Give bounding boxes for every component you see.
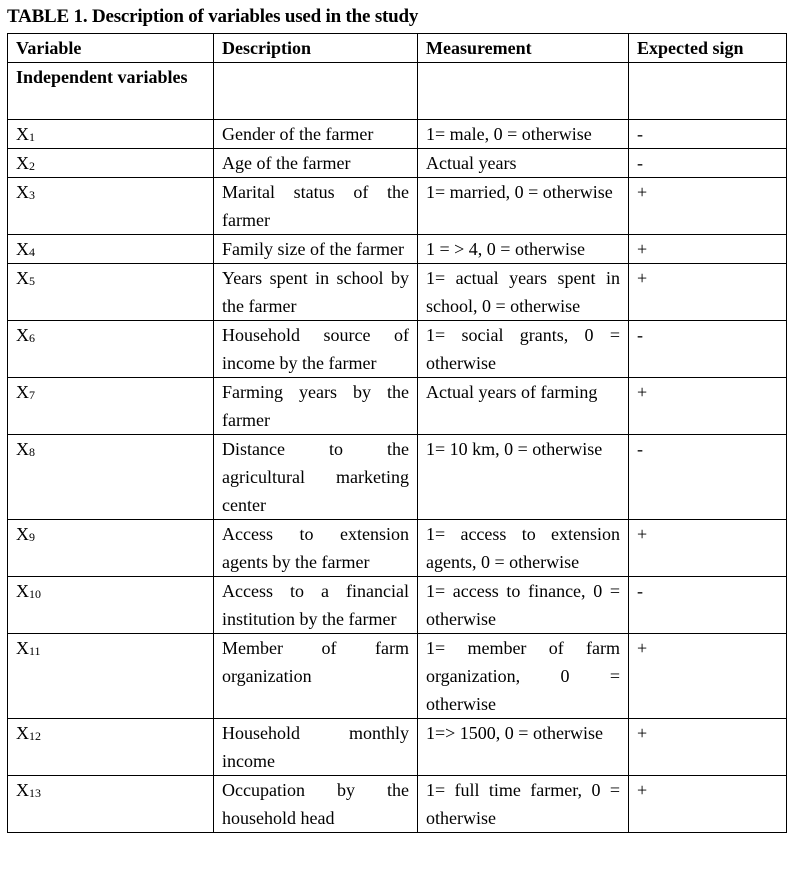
variable-cell bbox=[8, 719, 214, 776]
measurement-cell: 1= access to finance, 0 = otherwise bbox=[418, 577, 629, 634]
description-cell: Member of farm organization bbox=[214, 634, 418, 719]
variable-subscript: 13 bbox=[29, 786, 41, 800]
variable-subscript: 7 bbox=[29, 388, 35, 402]
variable-cell bbox=[8, 577, 214, 634]
table-row bbox=[8, 520, 787, 577]
measurement-cell: 1= access to extension agents, 0 = otherwise bbox=[418, 520, 629, 577]
variable-subscript: 3 bbox=[29, 188, 35, 202]
empty-cell bbox=[629, 63, 787, 120]
expected-sign-cell: + bbox=[629, 264, 787, 321]
variable-cell bbox=[8, 378, 214, 435]
variable-name: X bbox=[16, 524, 29, 544]
expected-sign-cell: - bbox=[629, 435, 787, 520]
variable-subscript: 8 bbox=[29, 445, 35, 459]
expected-sign-cell: + bbox=[629, 178, 787, 235]
table-row bbox=[8, 378, 787, 435]
expected-sign-cell: + bbox=[629, 520, 787, 577]
variable-subscript: 2 bbox=[29, 159, 35, 173]
header-row bbox=[8, 34, 787, 63]
measurement-cell: 1= 10 km, 0 = otherwise bbox=[418, 435, 629, 520]
measurement-cell: 1= full time farmer, 0 = otherwise bbox=[418, 776, 629, 833]
measurement-cell: 1=> 1500, 0 = otherwise bbox=[418, 719, 629, 776]
variable-cell bbox=[8, 149, 214, 178]
expected-sign-cell: - bbox=[629, 321, 787, 378]
table-row bbox=[8, 120, 787, 149]
header-variable: Variable bbox=[8, 34, 214, 63]
variable-name: X bbox=[16, 723, 29, 743]
header-description: Description bbox=[214, 34, 418, 63]
variable-cell bbox=[8, 120, 214, 149]
variable-name: X bbox=[16, 382, 29, 402]
description-cell: Distance to the agricultural marketing center bbox=[214, 435, 418, 520]
description-cell: Family size of the farmer bbox=[214, 235, 418, 264]
section-label: Independent variables bbox=[8, 63, 214, 120]
measurement-cell: Actual years bbox=[418, 149, 629, 178]
variable-cell bbox=[8, 520, 214, 577]
description-cell: Gender of the farmer bbox=[214, 120, 418, 149]
variable-name: X bbox=[16, 581, 29, 601]
variable-name: X bbox=[16, 153, 29, 173]
variable-cell bbox=[8, 264, 214, 321]
variable-subscript: 10 bbox=[29, 587, 41, 601]
expected-sign-cell: - bbox=[629, 149, 787, 178]
expected-sign-cell: + bbox=[629, 776, 787, 833]
description-cell: Years spent in school by the farmer bbox=[214, 264, 418, 321]
expected-sign-cell: + bbox=[629, 719, 787, 776]
table-row bbox=[8, 435, 787, 520]
description-cell: Access to a financial institution by the farmer bbox=[214, 577, 418, 634]
variable-cell bbox=[8, 435, 214, 520]
description-cell: Household source of income by the farmer bbox=[214, 321, 418, 378]
description-cell: Occupation by the household head bbox=[214, 776, 418, 833]
variable-cell bbox=[8, 776, 214, 833]
variable-name: X bbox=[16, 325, 29, 345]
table-row bbox=[8, 321, 787, 378]
table-row bbox=[8, 577, 787, 634]
measurement-cell: 1= actual years spent in school, 0 = otherwise bbox=[418, 264, 629, 321]
variable-name: X bbox=[16, 780, 29, 800]
variable-subscript: 1 bbox=[29, 130, 35, 144]
measurement-cell: 1= married, 0 = otherwise bbox=[418, 178, 629, 235]
table-row bbox=[8, 634, 787, 719]
variable-name: X bbox=[16, 239, 29, 259]
description-cell: Access to extension agents by the farmer bbox=[214, 520, 418, 577]
variable-subscript: 11 bbox=[29, 644, 41, 658]
description-cell: Age of the farmer bbox=[214, 149, 418, 178]
table-row bbox=[8, 178, 787, 235]
table-row bbox=[8, 149, 787, 178]
expected-sign-cell: + bbox=[629, 634, 787, 719]
variable-cell bbox=[8, 321, 214, 378]
table-row bbox=[8, 776, 787, 833]
header-expected-sign: Expected sign bbox=[629, 34, 787, 63]
variable-subscript: 6 bbox=[29, 331, 35, 345]
variable-name: X bbox=[16, 268, 29, 288]
description-cell: Marital status of the farmer bbox=[214, 178, 418, 235]
description-cell: Farming years by the farmer bbox=[214, 378, 418, 435]
measurement-cell: 1= member of farm organization, 0 = otherwise bbox=[418, 634, 629, 719]
variable-subscript: 12 bbox=[29, 729, 41, 743]
variable-subscript: 9 bbox=[29, 530, 35, 544]
table-caption: TABLE 1. Description of variables used in the study bbox=[7, 6, 419, 27]
measurement-cell: 1 = > 4, 0 = otherwise bbox=[418, 235, 629, 264]
measurement-cell: 1= male, 0 = otherwise bbox=[418, 120, 629, 149]
empty-cell bbox=[214, 63, 418, 120]
variable-cell bbox=[8, 178, 214, 235]
table-row bbox=[8, 264, 787, 321]
table-row bbox=[8, 235, 787, 264]
variable-cell bbox=[8, 235, 214, 264]
measurement-cell: 1= social grants, 0 = otherwise bbox=[418, 321, 629, 378]
variable-name: X bbox=[16, 124, 29, 144]
expected-sign-cell: + bbox=[629, 235, 787, 264]
expected-sign-cell: - bbox=[629, 577, 787, 634]
section-row bbox=[8, 63, 787, 120]
expected-sign-cell: + bbox=[629, 378, 787, 435]
variable-subscript: 4 bbox=[29, 245, 35, 259]
variable-subscript: 5 bbox=[29, 274, 35, 288]
variable-name: X bbox=[16, 182, 29, 202]
table-row bbox=[8, 719, 787, 776]
variable-name: X bbox=[16, 439, 29, 459]
variable-name: X bbox=[16, 638, 29, 658]
measurement-cell: Actual years of farming bbox=[418, 378, 629, 435]
empty-cell bbox=[418, 63, 629, 120]
variables-table bbox=[7, 33, 787, 833]
variable-cell bbox=[8, 634, 214, 719]
expected-sign-cell: - bbox=[629, 120, 787, 149]
description-cell: Household monthly income bbox=[214, 719, 418, 776]
header-measurement: Measurement bbox=[418, 34, 629, 63]
